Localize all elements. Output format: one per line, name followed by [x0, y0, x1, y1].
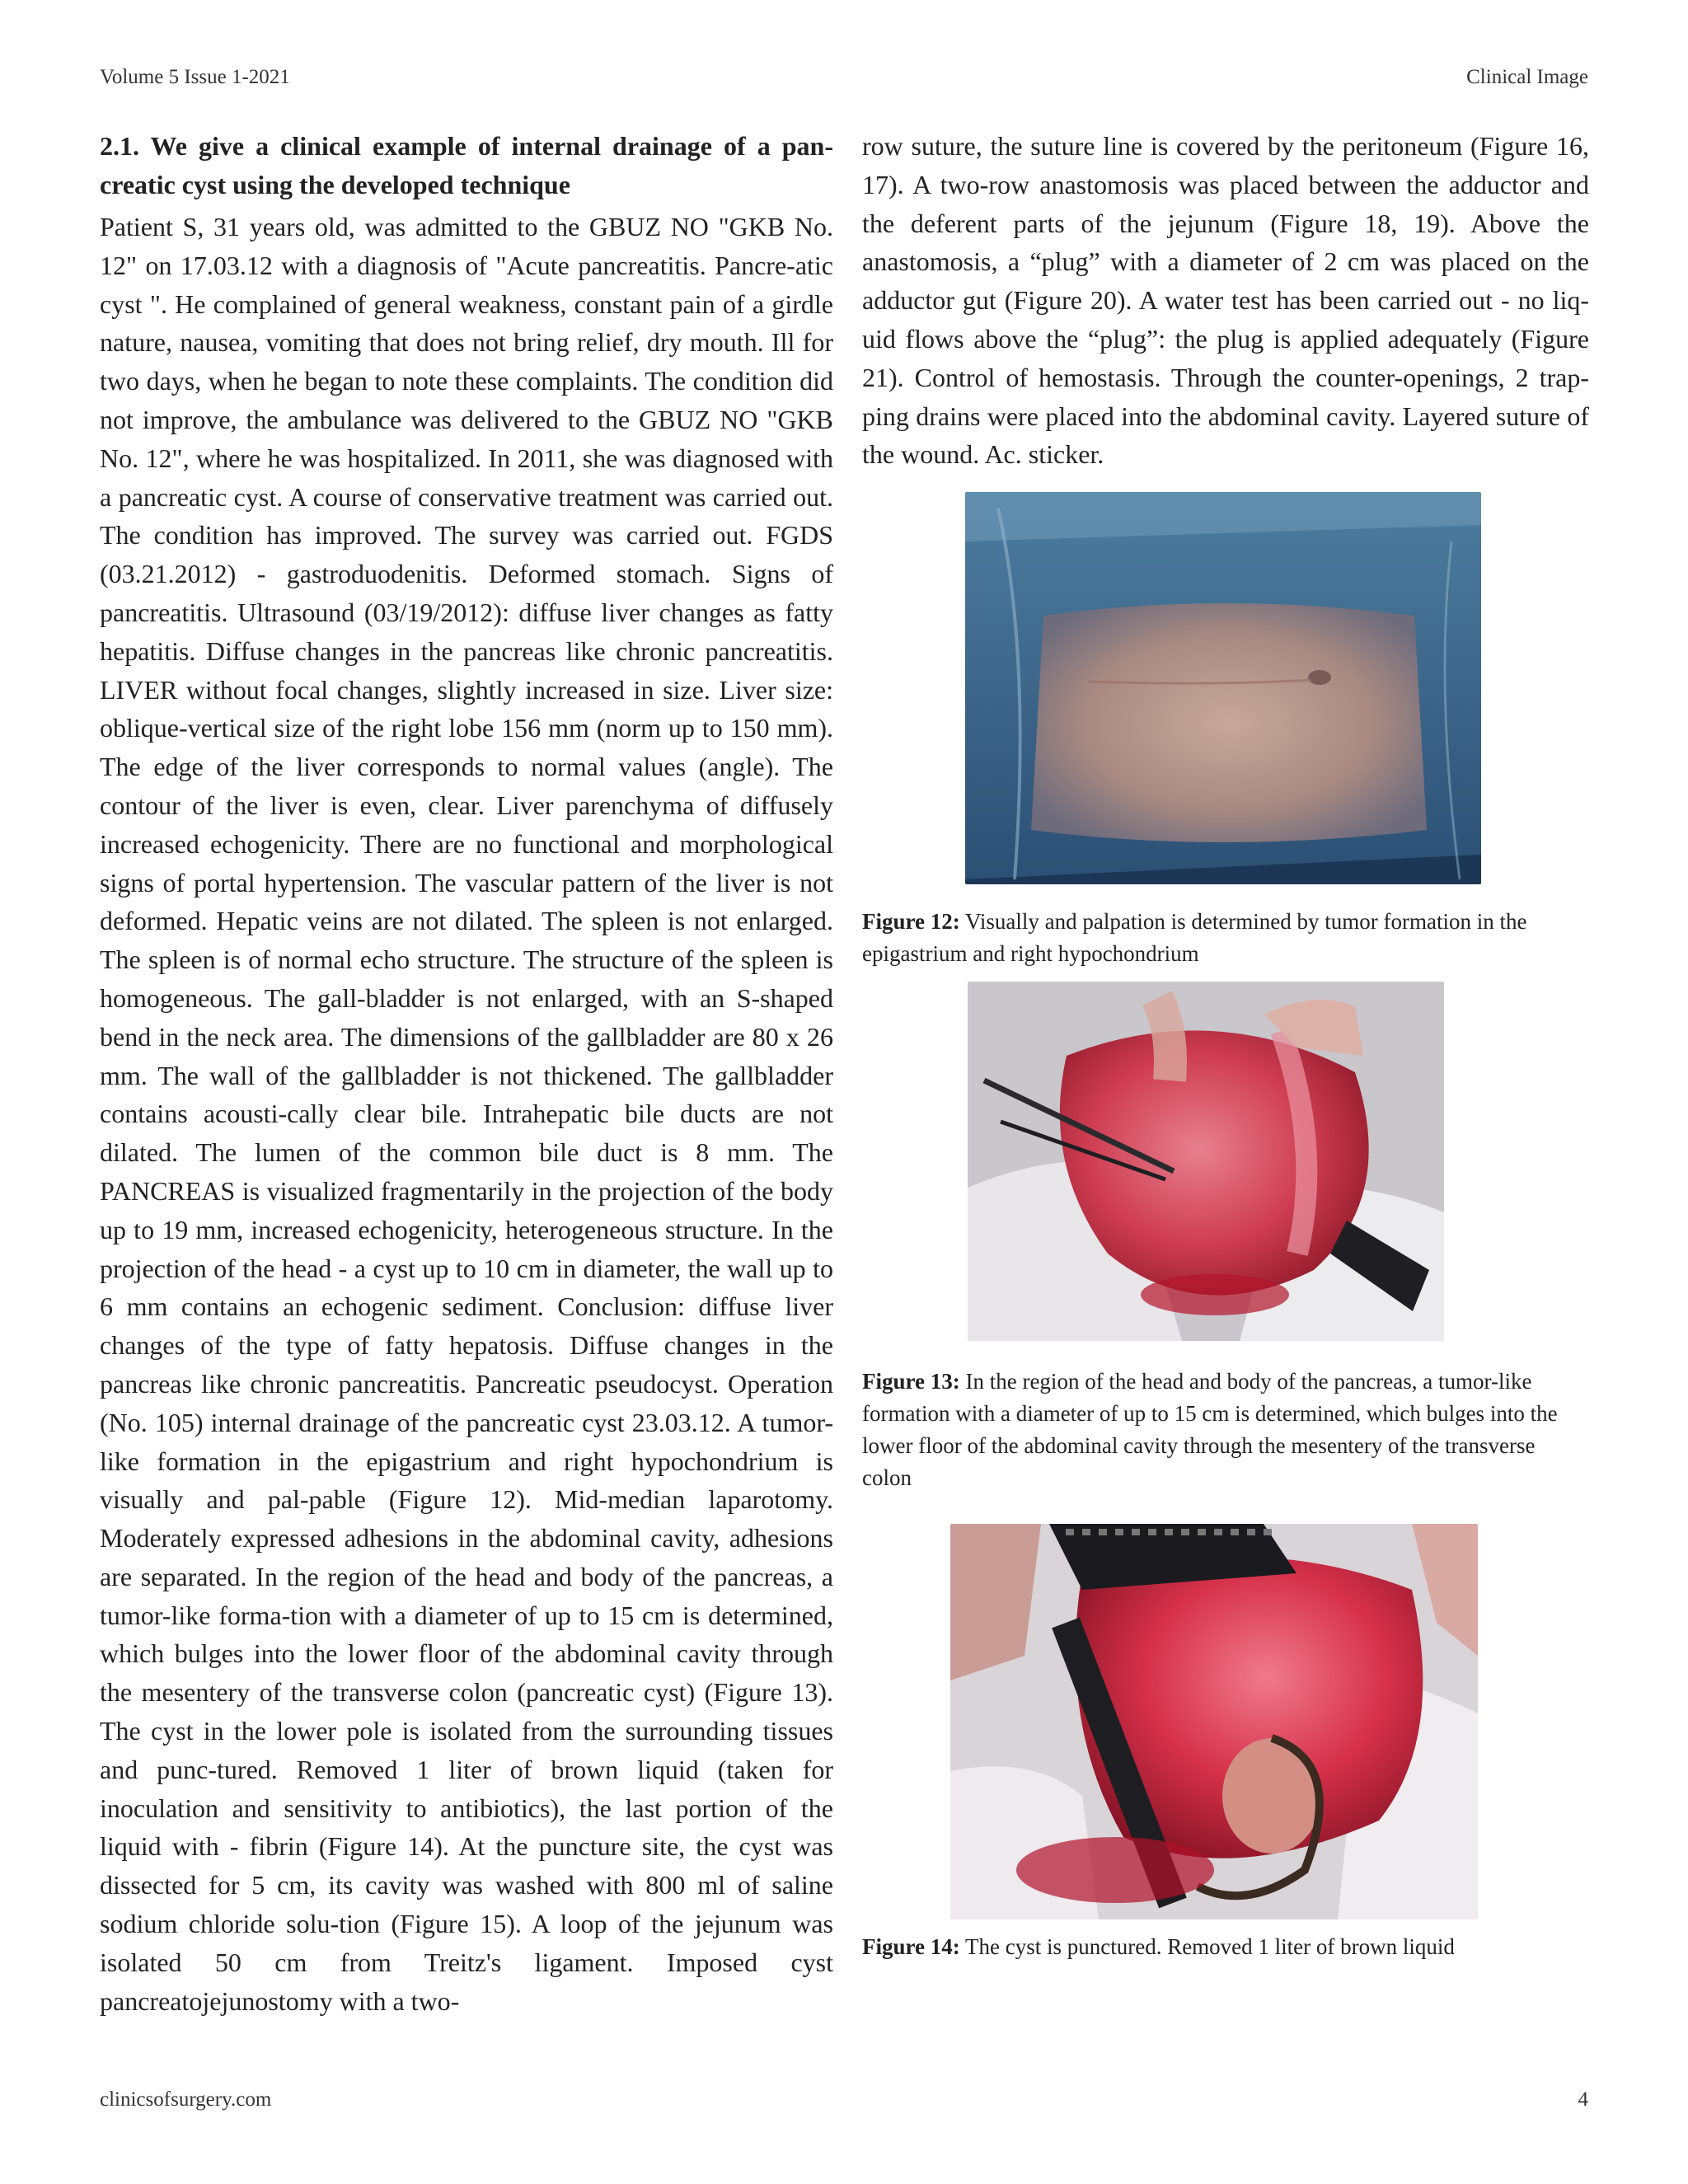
left-column [100, 127, 833, 2020]
figure-13-caption-text: In the region of the head and body of the pancreas, a tumor-like formation with a diameter of up to 15 cm is determined, which bulges into the lower floor of the abdominal cavity through the mesentery of the transverse colon [862, 1369, 1558, 1491]
figure-14-caption [862, 1931, 1589, 1963]
header-article-type: Clinical Image [1466, 66, 1588, 88]
figure-14-surgical-image [950, 1524, 1478, 1919]
figure-13-caption [862, 1366, 1589, 1494]
figure-14-label: Figure 14: [862, 1934, 960, 1960]
page-number: 4 [1578, 2088, 1588, 2111]
footer-website: clinicsofsurgery.com [100, 2088, 272, 2111]
figure-12-caption [862, 906, 1589, 970]
header-journal-volume: Volume 5 Issue 1-2021 [100, 66, 290, 88]
body-text-right: row suture, the suture line is covered by the peritoneum (Figure 16, 17). A two-row anastomosis was placed between the adductor and the deferent parts of the jejunum (Figure 18, 19). Above the anastomosis, a “plug” with a diameter of 2 cm was placed on the adductor gut (Figure 20). A water test has been carried out - no liq-uid flows above the “plug”: the plug is applied adequately (Figure 21). Control of hemostasis. Through the counter-openings, 2 trap-ping drains were placed into the abdominal cavity. Layered suture of the wound. Ac. sticker. [862, 131, 1589, 470]
figure-13-surgical-image [968, 982, 1444, 1341]
right-column [862, 127, 1589, 1963]
figure-14-photo [950, 1524, 1478, 1919]
body-text-left: Patient S, 31 years old, was admitted to the GBUZ NO "GKB No. 12" on 17.03.12 with a diagnosis of "Acute pancreatitis. Pancre-atic cyst ". He complained of general weakness, constant pain of a girdle nature, nausea, vomiting that does not bring relief, dry mouth. Ill for two days, when he began to note these complaints. The condition did not improve, the ambulance was delivered to the GBUZ NO "GKB No. 12", where he was hospitalized. In 2011, she was diagnosed with a pancreatic cyst. A course of conservative treatment was carried out. The condition has improved. The survey was carried out. FGDS (03.21.2012) - gastroduodenitis. Deformed stomach. Signs of pancreatitis. Ultrasound (03/19/2012): diffuse liver changes as fatty hepatitis. Diffuse changes in the pancreas like chronic pancreatitis. LIVER without focal changes, slightly increased in size. Liver size: oblique-vertical size of the right lobe 156 mm (norm up to 150 mm). The edge of the liver corresponds to normal values (angle). The contour of the liver is even, clear. Liver parenchyma of diffusely increased echogenicity. There are no functional and morphological signs of portal hypertension. The vascular pattern of the liver is not deformed. Hepatic veins are not dilated. The spleen is not enlarged. The spleen is of normal echo structure. The structure of the spleen is homogeneous. The gall-bladder is not enlarged, with an S-shaped bend in the neck area. The dimensions of the gallbladder are 80 x 26 mm. The wall of the gallbladder is not thickened. The gallbladder contains acousti-cally clear bile. Intrahepatic bile ducts are not dilated. The lumen of the common bile duct is 8 mm. The PANCREAS is visualized fragmentarily in the projection of the body up to 19 mm, increased echogenicity, heterogeneous structure. In the projection of the head - a cyst up to 10 cm in diameter, the wall up to 6 mm contains an echogenic sediment. Conclusion: diffuse liver changes of the type of fatty hepatosis. Diffuse changes in the pancreas like chronic pancreatitis. Pancreatic pseudocyst. Operation (No. 105) internal drainage of the pancreatic cyst 23.03.12. A tumor-like formation in the epigastrium and right hypochondrium is visually and pal-pable (Figure 12). Mid-median laparotomy. Moderately expressed adhesions in the abdominal cavity, adhesions are separated. In the region of the head and body of the pancreas, a tumor-like forma-tion with a diameter of up to 15 cm is determined, which bulges into the lower floor of the abdominal cavity through the mesentery of the transverse colon (pancreatic cyst) (Figure 13). The cyst in the lower pole is isolated from the surrounding tissues and punc-tured. Removed 1 liter of brown liquid (taken for inoculation and sensitivity to antibiotics), the last portion of the liquid with - fibrin (Figure 14). At the puncture site, the cyst was dissected for 5 cm, its cavity was washed with 800 ml of saline sodium chloride solu-tion (Figure 15). A loop of the jejunum was isolated 50 cm from Treitz's ligament. Imposed cyst pancreatojejunostomy with a two- [100, 212, 833, 2016]
figure-14-caption-text: The cyst is punctured. Removed 1 liter of brown liquid [965, 1934, 1455, 1960]
figure-12-caption-text: Visually and palpation is determined by tumor formation in the epigastrium and right hypochondrium [862, 909, 1527, 967]
figure-12-label: Figure 12: [862, 909, 960, 935]
figure-12-abdomen-image [965, 492, 1481, 884]
section-title: 2.1. We give a clinical example of internal drainage of a pan-creatic cyst using the developed technique [100, 131, 833, 199]
figure-13-photo [968, 982, 1444, 1341]
figure-12-photo [965, 492, 1481, 884]
figure-13-label: Figure 13: [862, 1369, 960, 1394]
